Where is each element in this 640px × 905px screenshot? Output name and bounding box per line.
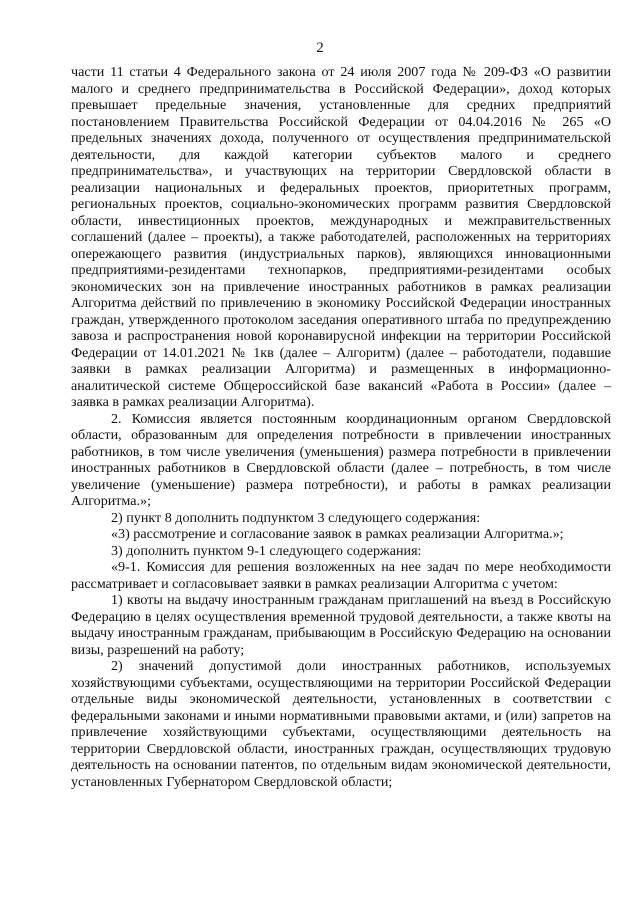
paragraph: 2. Комиссия является постоянным координационным органом Свердловской области, образованным для определения потребности в привлечении иностранных работников, в том числе увеличения (уменьшения) размера потребности в привлечении иностранных работников в Свердловской области (далее – потребность, в том числе увеличение (уменьшение) размера потребности), и работы в рамках реализации Алгоритма.»;: [71, 410, 611, 509]
paragraph: 1) квоты на выдачу иностранным гражданам приглашений на въезд в Российскую Федерацию в целях осуществления временной трудовой деятельности, а также квоты на выдачу иностранным гражданам, прибывающим в Российскую Федерацию на основании визы, разрешений на работу;: [71, 592, 611, 658]
paragraph: 2) пункт 8 дополнить подпунктом 3 следующего содержания:: [111, 509, 481, 526]
paragraph: 2) значений допустимой доли иностранных работников, используемых хозяйствующими субъектами, осуществляющими на территории Российской Федерации отдельные виды экономической деятельности, установленных в соответствии с федеральными законами и иными нормативными правовыми актами, и (или) запретов на привлечение хозяйствующими субъектами, осуществляющими деятельность на территории Свердловской области, иностранных граждан, осуществляющих трудовую деятельность на основании патентов, по отдельным видам экономической деятельности, установленных Губернатором Свердловской области;: [71, 658, 611, 790]
page-number: 2: [316, 40, 324, 56]
paragraph: «3) рассмотрение и согласование заявок в рамках реализации Алгоритма.»;: [111, 526, 564, 542]
paragraph: «9-1. Комиссия для решения возложенных на нее задач по мере необходимости рассматривает и согласовывает заявки в рамках реализации Алгоритма с учетом:: [71, 559, 611, 592]
document-body: [71, 64, 611, 790]
paragraph: части 11 статьи 4 Федерального закона от 24 июля 2007 года № 209-ФЗ «О развитии малого и среднего предпринимательства в Российской Федерации», доход которых превышает предельные значения, установленные для средних предприятий постановлением Правительства Российской Федерации от 04.04.2016 № 265 «О предельных значениях дохода, полученного от осуществления предпринимательской деятельности, для каждой категории субъектов малого и среднего предпринимательства», и участвующих на территории Свердловской области в реализации национальных и федеральных проектов, приоритетных программ, региональных проектов, социально-экономических программ развития Свердловской области, инвестиционных проектов, международных и межправительственных соглашений (далее – проекты), а также работодателей, расположенных на территориях опережающего развития (индустриальных парков), являющихся инновационными предприятиями-резидентами технопарков, предприятиями-резидентами особых экономических зон на привлечение иностранных работников в рамках реализации Алгоритма действий по привлечению в экономику Российской Федерации иностранных граждан, утвержденного протоколом заседания оперативного штаба по предупреждению завоза и распространения новой коронавирусной инфекции на территории Российской Федерации от 14.01.2021 № 1кв (далее – Алгоритм) (далее – работодатели, подавшие заявки в рамках реализации Алгоритма) и размещенных в информационно-аналитической системе Общероссийской базе вакансий «Работа в России» (далее – заявка в рамках реализации Алгоритма).: [71, 64, 611, 410]
paragraph: 3) дополнить пунктом 9-1 следующего содержания:: [111, 542, 422, 559]
